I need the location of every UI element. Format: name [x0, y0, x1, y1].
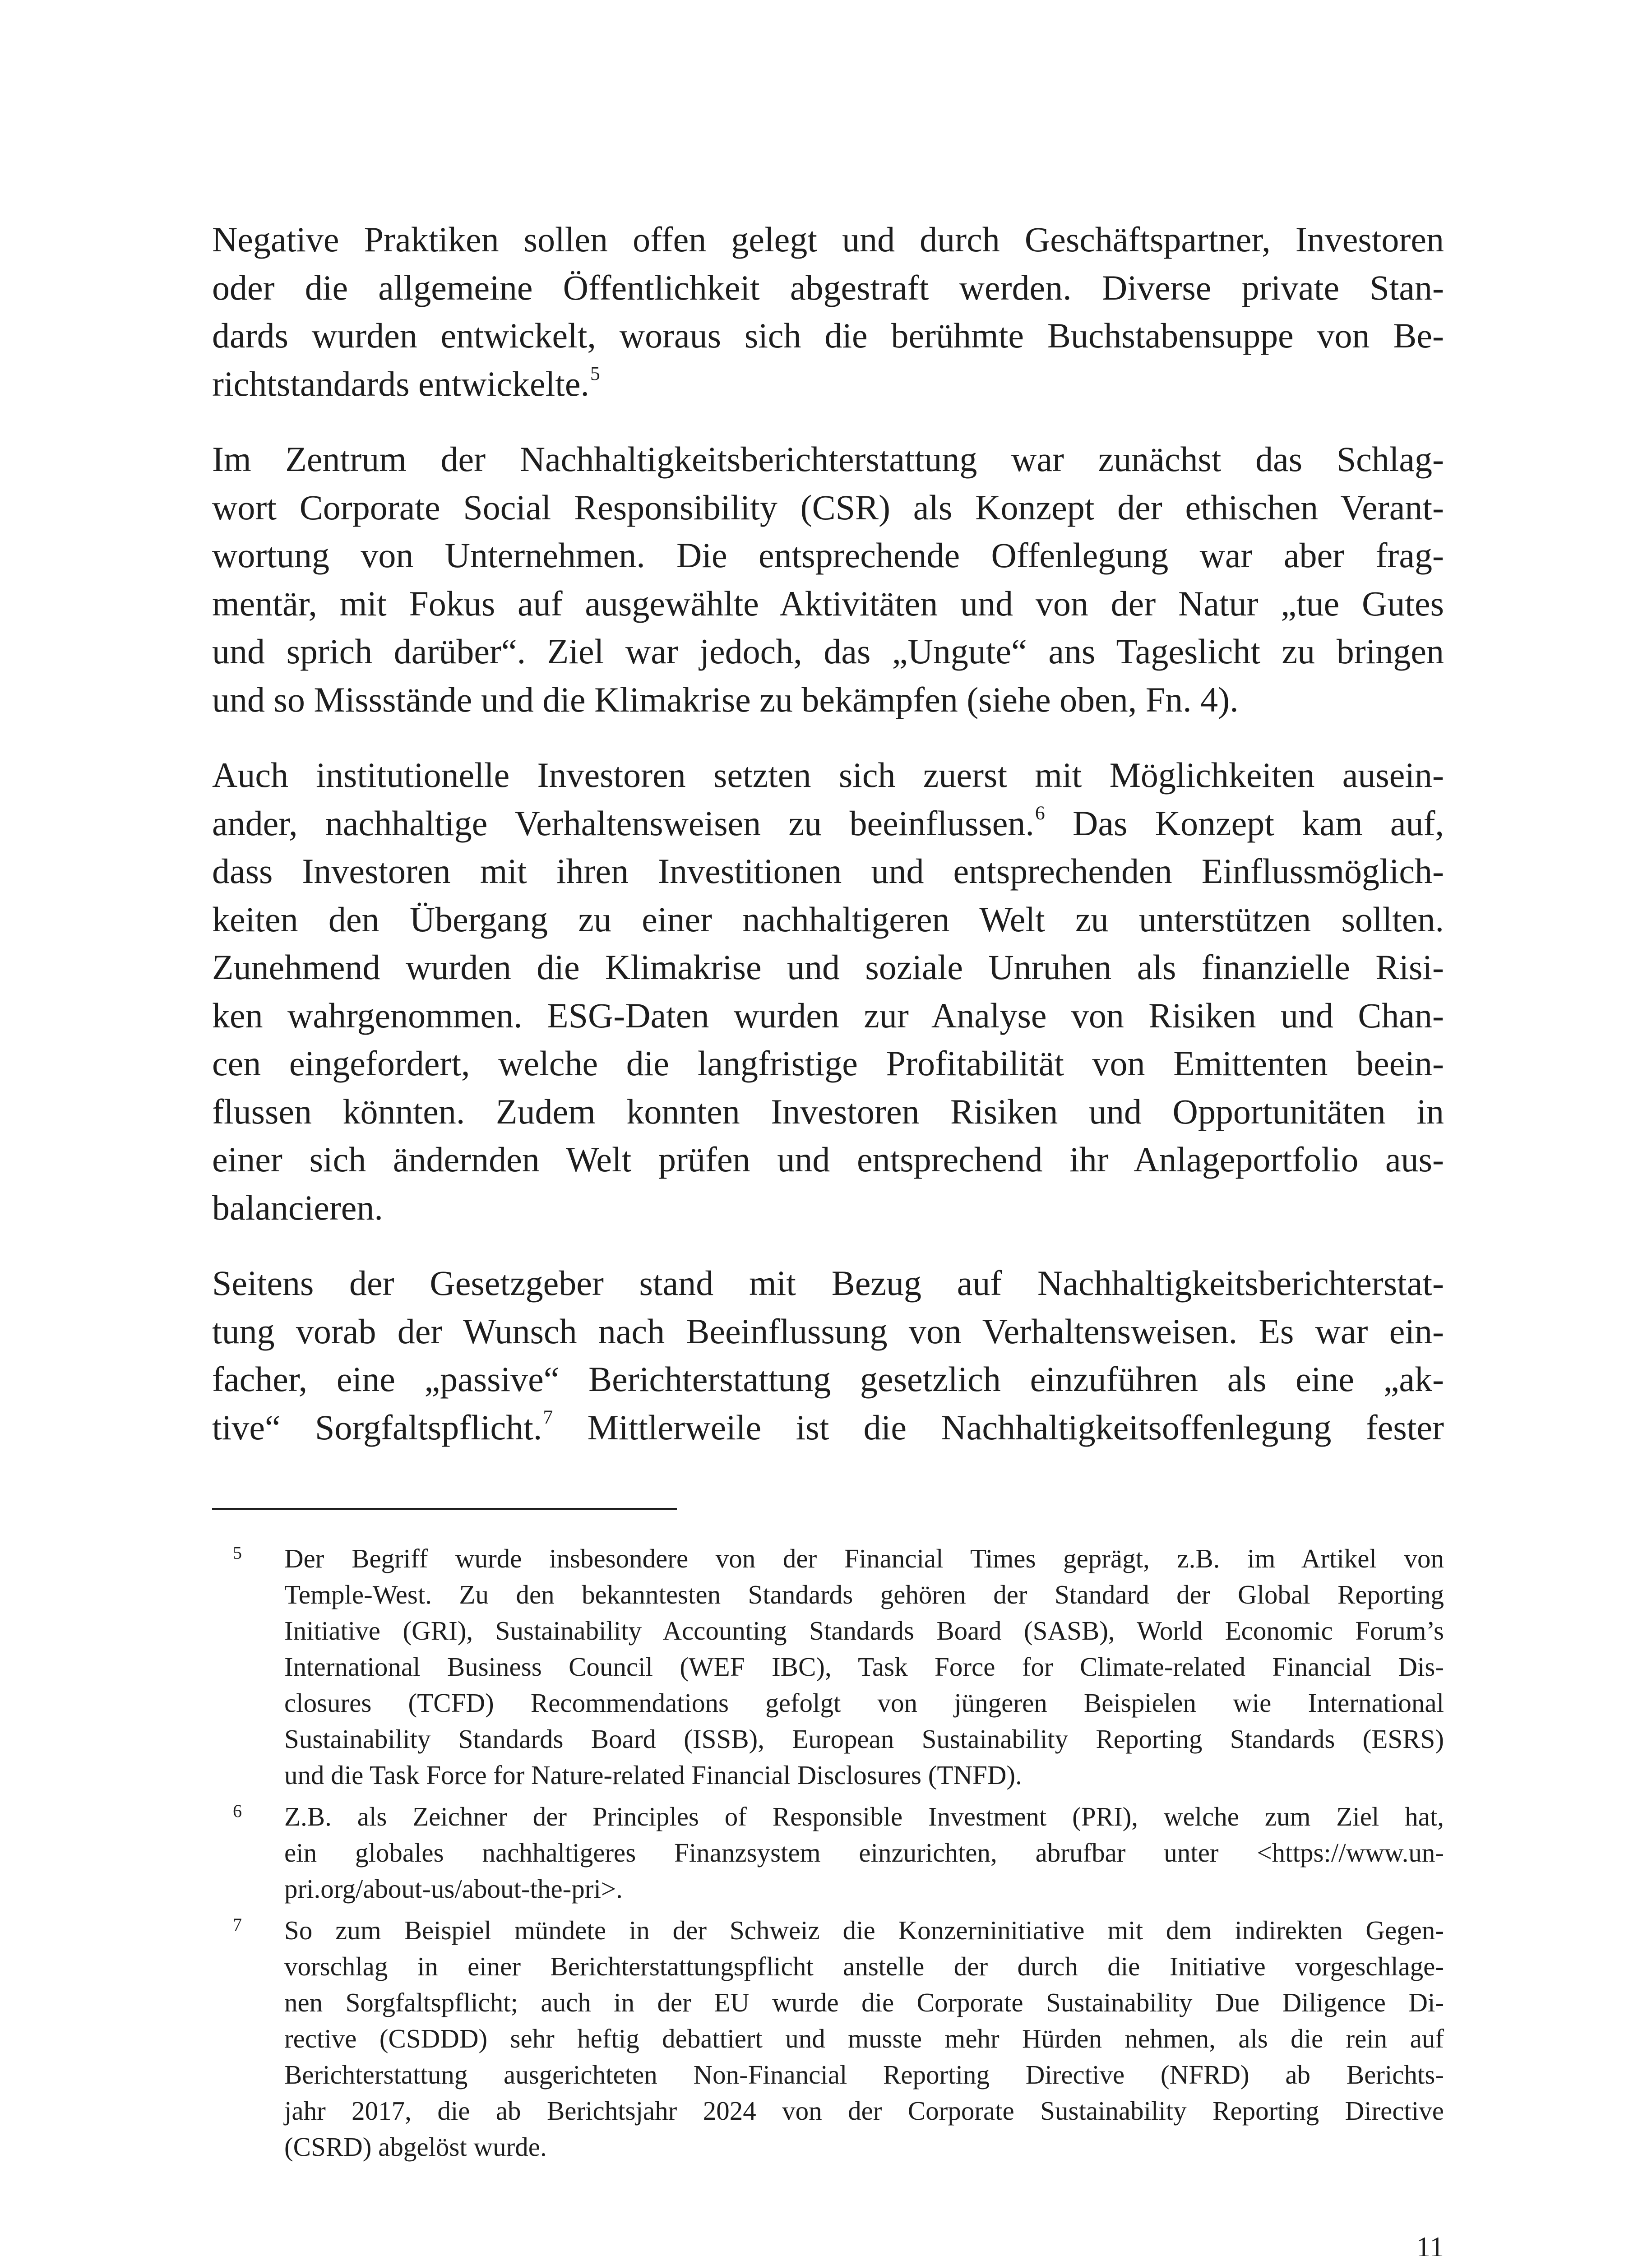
line-text: einer sich ändernden Welt prüfen und entsprechend ihr Anlageportfolio aus-	[212, 1140, 1444, 1179]
footnote-text	[284, 1540, 1444, 1793]
line-text-continuation: Das Konzept kam auf,	[1045, 803, 1444, 843]
line-text: Z.B. als Zeichner der Principles of Responsible Investment (PRI), welche zum Ziel hat,	[284, 1802, 1444, 1831]
paragraph-line	[212, 992, 1444, 1040]
footnote-line	[284, 1721, 1444, 1757]
footnote-line	[284, 2020, 1444, 2057]
line-text: facher, eine „passive“ Berichterstattung gesetzlich einzuführen als eine „ak-	[212, 1359, 1444, 1399]
line-text: und die Task Force for Nature-related Financial Disclosures (TNFD).	[284, 1760, 1022, 1790]
footnote-text	[284, 1798, 1444, 1907]
line-text: Initiative (GRI), Sustainability Accounting Standards Board (SASB), World Economic Forum’s	[284, 1616, 1444, 1646]
paragraph	[212, 751, 1444, 1232]
line-text: Der Begriff wurde insbesondere von der Financial Times geprägt, z.B. im Artikel von	[284, 1544, 1444, 1573]
footnotes	[212, 1540, 1444, 2170]
paragraph-line	[212, 435, 1444, 484]
paragraph-line	[212, 1355, 1444, 1404]
line-text: nen Sorgfaltspflicht; auch in der EU wurde die Corporate Sustainability Due Diligence Di-	[284, 1988, 1444, 2017]
paragraph	[212, 435, 1444, 724]
paragraph-line	[212, 360, 1444, 408]
footnote-reference[interactable]: 6	[1035, 802, 1045, 824]
paragraph-line	[212, 847, 1444, 896]
line-text: richtstandards entwickelte.	[212, 364, 590, 403]
line-text: oder die allgemeine Öffentlichkeit abgestraft werden. Diverse private Stan-	[212, 268, 1444, 307]
paragraph-line	[212, 312, 1444, 360]
paragraph-line	[212, 580, 1444, 628]
line-text: und so Missstände und die Klimakrise zu bekämpfen (siehe oben, Fn. 4).	[212, 680, 1239, 719]
line-text: Berichterstattung ausgerichteten Non-Financial Reporting Directive (NFRD) ab Berichts-	[284, 2060, 1444, 2090]
line-text: mentär, mit Fokus auf ausgewählte Aktivitäten und von der Natur „tue Gutes	[212, 583, 1444, 623]
footnote-number: 7	[233, 1914, 242, 1935]
paragraph-line	[212, 1088, 1444, 1136]
paragraph-line	[212, 1404, 1444, 1452]
footnote-line	[284, 1613, 1444, 1649]
footnote-line	[284, 1871, 1444, 1907]
line-text: wort Corporate Social Responsibility (CSR) als Konzept der ethischen Verant-	[212, 487, 1444, 527]
line-text: dards wurden entwickelt, woraus sich die berühmte Buchstabensuppe von Be-	[212, 316, 1444, 355]
footnote-line	[284, 2057, 1444, 2093]
line-text: cen eingefordert, welche die langfristige Profitabilität von Emittenten beein-	[212, 1044, 1444, 1083]
line-text: (CSRD) abgelöst wurde.	[284, 2132, 547, 2162]
footnote-line	[284, 1798, 1444, 1835]
footnote-line	[284, 1948, 1444, 1984]
paragraph-line	[212, 1184, 1444, 1232]
line-text: rective (CSDDD) sehr heftig debattiert und musste mehr Hürden nehmen, als die rein auf	[284, 2024, 1444, 2053]
footnote-6	[212, 1798, 1444, 1907]
line-text: closures (TCFD) Recommendations gefolgt von jüngeren Beispielen wie International	[284, 1688, 1444, 1718]
paragraph-line	[212, 1259, 1444, 1308]
footnote-line	[284, 1649, 1444, 1685]
paragraph-line	[212, 751, 1444, 800]
paragraph-line	[212, 216, 1444, 264]
paragraph-line	[212, 1308, 1444, 1356]
footnote-line	[284, 1835, 1444, 1871]
line-text: Seitens der Gesetzgeber stand mit Bezug auf Nachhaltigkeitsberichterstat-	[212, 1263, 1444, 1303]
paragraph-line	[212, 1136, 1444, 1184]
line-text: Temple-West. Zu den bekanntesten Standards gehören der Standard der Global Reporting	[284, 1580, 1444, 1609]
paragraph-line	[212, 896, 1444, 944]
line-text: vorschlag in einer Berichterstattungspflicht anstelle der durch die Initiative vorgeschlage-	[284, 1951, 1444, 1981]
footnote-line	[284, 1576, 1444, 1613]
line-text: wortung von Unternehmen. Die entsprechende Offenlegung war aber frag-	[212, 536, 1444, 575]
line-text: ander, nachhaltige Verhaltensweisen zu beeinflussen.	[212, 803, 1034, 843]
footnote-line	[284, 1685, 1444, 1721]
paragraph-line	[212, 943, 1444, 992]
footnote-7	[212, 1912, 1444, 2165]
paragraph-line	[212, 628, 1444, 676]
line-text: balancieren.	[212, 1188, 383, 1227]
footnote-separator	[212, 1508, 677, 1510]
line-text: keiten den Übergang zu einer nachhaltigeren Welt zu unterstützen sollten.	[212, 899, 1444, 939]
line-text: und sprich darüber“. Ziel war jedoch, das „Ungute“ ans Tageslicht zu bringen	[212, 632, 1444, 671]
footnote-url[interactable]: pri.org/about-us/about-the-pri>.	[284, 1874, 623, 1904]
line-text: dass Investoren mit ihren Investitionen und entsprechenden Einflussmöglich-	[212, 851, 1444, 891]
line-text: Auch institutionelle Investoren setzten sich zuerst mit Möglichkeiten ausein-	[212, 755, 1444, 795]
footnote-text	[284, 1912, 1444, 2165]
paragraph-line	[212, 676, 1444, 724]
paragraph	[212, 216, 1444, 408]
paragraph-line	[212, 484, 1444, 532]
line-text: International Business Council (WEF IBC), Task Force for Climate-related Financial Dis-	[284, 1652, 1444, 1682]
paragraph-line	[212, 264, 1444, 312]
footnote-line	[284, 1540, 1444, 1576]
line-text: Negative Praktiken sollen offen gelegt und durch Geschäftspartner, Investoren	[212, 220, 1444, 259]
body-text	[212, 216, 1444, 1479]
footnote-url[interactable]: ein globales nachhaltigeres Finanzsystem einzurichten, abrufbar unter <https://www.un-	[284, 1838, 1444, 1868]
line-text: Im Zentrum der Nachhaltigkeitsberichterstattung war zunächst das Schlag-	[212, 439, 1444, 479]
line-text: jahr 2017, die ab Berichtsjahr 2024 von der Corporate Sustainability Reporting Directive	[284, 2096, 1444, 2126]
line-text: Zunehmend wurden die Klimakrise und soziale Unruhen als finanzielle Risi-	[212, 948, 1444, 987]
footnote-5	[212, 1540, 1444, 1793]
footnote-reference[interactable]: 5	[590, 362, 600, 384]
paragraph-line	[212, 1040, 1444, 1088]
footnote-line	[284, 1984, 1444, 2020]
footnote-line	[284, 2093, 1444, 2129]
line-text: So zum Beispiel mündete in der Schweiz die Konzerninitiative mit dem indirekten Gegen-	[284, 1915, 1444, 1945]
line-text: Sustainability Standards Board (ISSB), European Sustainability Reporting Standards (ESRS)	[284, 1724, 1444, 1754]
paragraph-line	[212, 800, 1444, 848]
paragraph	[212, 1259, 1444, 1452]
page-number: 11	[1416, 2231, 1444, 2256]
footnote-line	[284, 1912, 1444, 1948]
line-text: tive“ Sorgfaltspflicht.	[212, 1407, 542, 1447]
line-text-continuation: Mittlerweile ist die Nachhaltigkeitsoffenlegung fester	[553, 1407, 1444, 1447]
footnote-number: 5	[233, 1543, 242, 1563]
line-text: flussen könnten. Zudem konnten Investoren Risiken und Opportunitäten in	[212, 1091, 1444, 1131]
line-text: ken wahrgenommen. ESG-Daten wurden zur Analyse von Risiken und Chan-	[212, 995, 1444, 1035]
footnote-line	[284, 1757, 1444, 1793]
footnote-number: 6	[233, 1801, 242, 1821]
footnote-reference[interactable]: 7	[543, 1406, 553, 1428]
paragraph-line	[212, 532, 1444, 580]
footnote-line	[284, 2129, 1444, 2165]
line-text: tung vorab der Wunsch nach Beeinflussung von Verhaltensweisen. Es war ein-	[212, 1311, 1444, 1351]
